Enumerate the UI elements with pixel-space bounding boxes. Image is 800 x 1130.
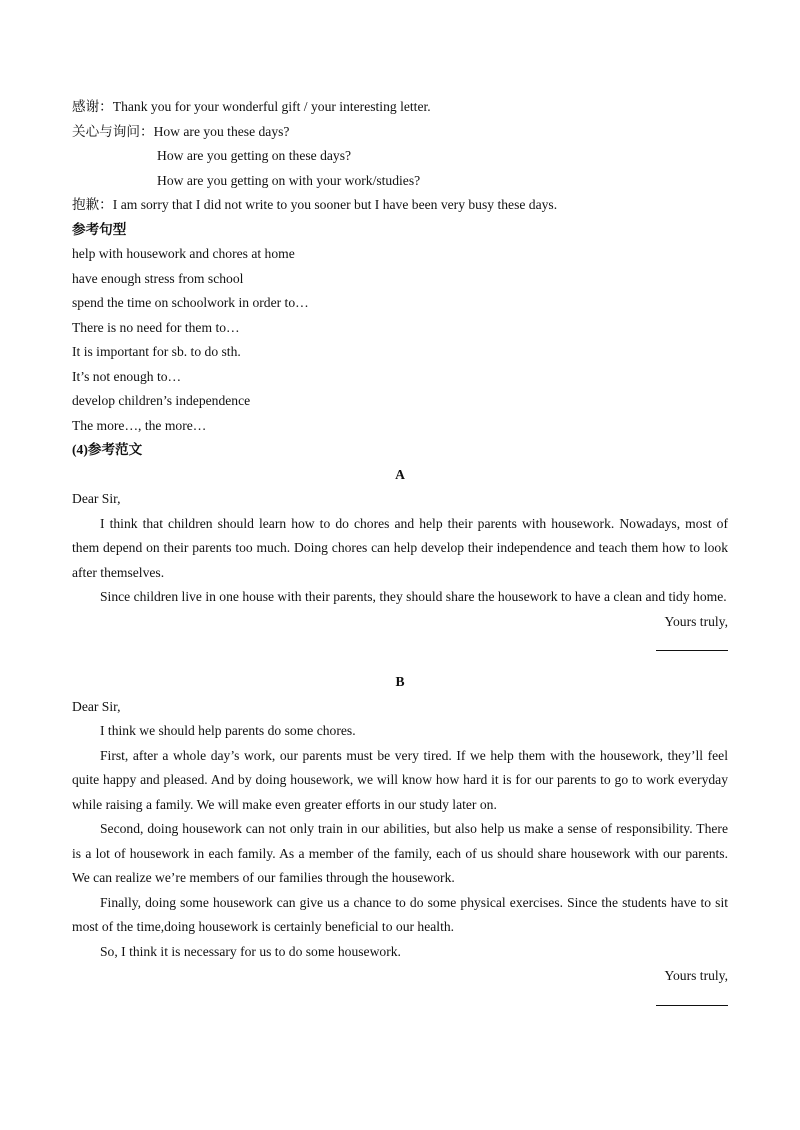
letter-b-closing: Yours truly, — [664, 968, 728, 983]
letter-a-closing: Yours truly, — [664, 613, 728, 629]
pattern-item: It is important for sb. to do sth. — [72, 344, 241, 359]
care-line-1: How are you these days? — [153, 123, 290, 139]
letter-b-signature-line — [72, 989, 728, 1021]
letter-b-paragraph: Second, doing housework can not only train in our abilities, but also help us make a sense of responsibility. There is a lot of housework in each family. As a member of the family, each of us should share housework with our parents. We can realize we’re members of our families through the housework. — [72, 821, 728, 885]
sample-heading: (4)参考范文 — [72, 442, 143, 457]
letter-a-paragraph: Since children live in one house with their parents, they should share the housework to have a clean and tidy home. — [100, 589, 727, 604]
care-row — [72, 120, 728, 145]
letter-a-greeting: Dear Sir, — [72, 491, 121, 506]
letter-b-paragraph: Finally, doing some housework can give us a chance to do some physical exercises. Since the students have to sit most of the time,doing housework is certainly beneficial to our health. — [72, 894, 728, 934]
sorry-label: 抱歉： — [72, 197, 113, 212]
thanks-label: 感谢： — [72, 99, 113, 114]
pattern-item: develop children’s independence — [72, 393, 251, 408]
care-line-2: How are you getting on these days? — [157, 148, 352, 163]
letter-a-paragraph: I think that children should learn how to do chores and help their parents with housework. Nowadays, most of them depend on their parents too much. Doing chores can help develop their independence and teach them how to look after themselves. — [72, 515, 728, 580]
sorry-text: I am sorry that I did not write to you sooner but I have been very busy these days. — [112, 197, 558, 212]
pattern-item: have enough stress from school — [72, 270, 244, 286]
patterns-heading: 参考句型 — [72, 221, 127, 237]
pattern-item: There is no need for them to… — [72, 319, 240, 335]
letter-b-title: B — [395, 674, 405, 689]
pattern-item: spend the time on schoolwork in order to… — [72, 295, 309, 310]
letter-b-paragraph: I think we should help parents do some chores. — [100, 723, 356, 738]
care-line-3: How are you getting on with your work/studies? — [157, 172, 421, 188]
thanks-text: Thank you for your wonderful gift / your interesting letter. — [112, 99, 431, 114]
letter-a-title: A — [395, 466, 405, 482]
pattern-item: The more…, the more… — [72, 417, 207, 433]
care-label: 关心与询问： — [72, 123, 154, 139]
pattern-item: It’s not enough to… — [72, 368, 182, 384]
document-page — [72, 95, 728, 1021]
pattern-item: help with housework and chores at home — [72, 246, 295, 261]
letter-b-paragraph: First, after a whole day’s work, our parents must be very tired. If we help them with the housework, they’ll feel quite happy and pleased. And by doing housework, we will know how hard it is for our parents to go to work everyday while raising a family. We will make even greater efforts in our study later on. — [72, 747, 728, 812]
letter-b-paragraph: So, I think it is necessary for us to do some housework. — [100, 943, 401, 959]
sorry-row — [72, 193, 728, 218]
letter-b-greeting: Dear Sir, — [72, 698, 121, 714]
letter-a-signature-line — [72, 634, 728, 666]
thanks-row — [72, 95, 728, 120]
